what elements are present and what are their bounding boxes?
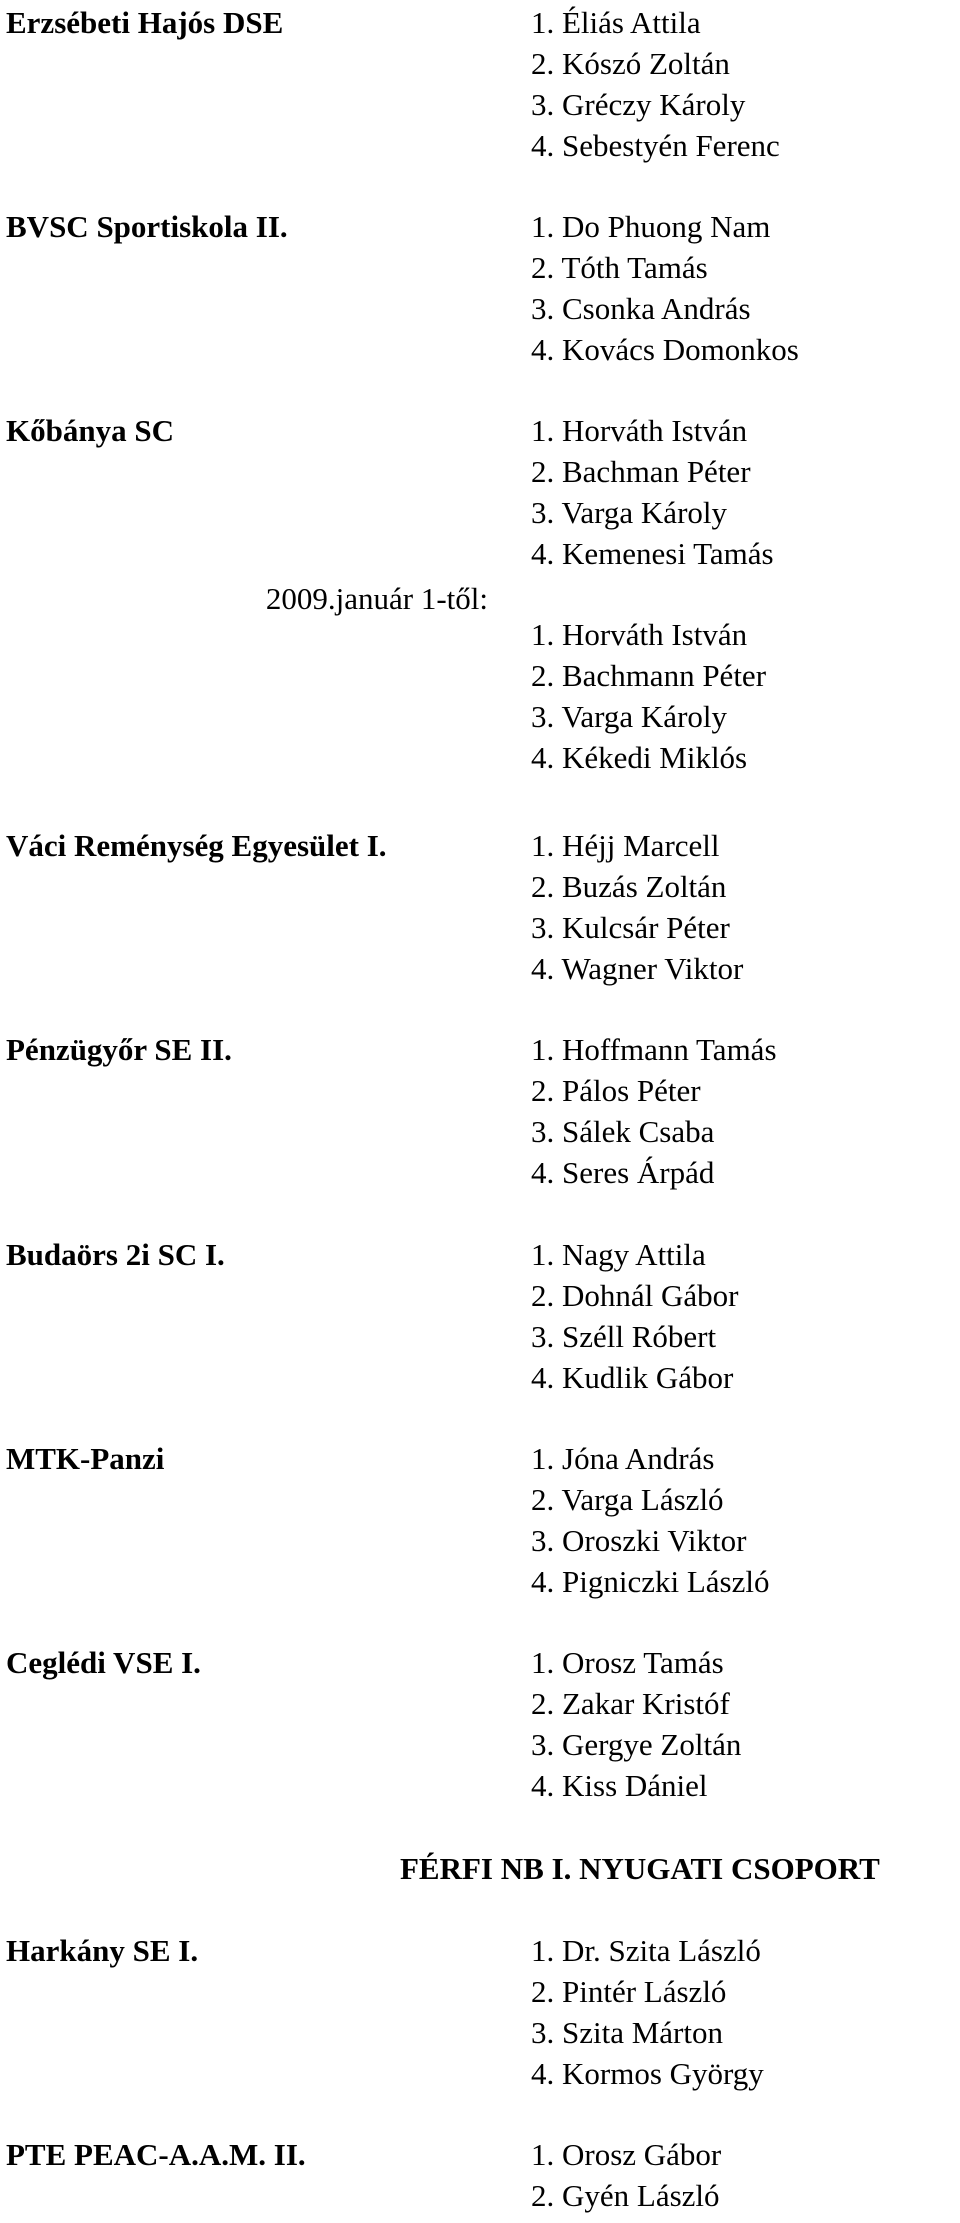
player-entry: 4. Wagner Viktor (531, 951, 744, 986)
team-name: BVSC Sportiskola II. (6, 209, 288, 244)
player-entry: 1. Horváth István (531, 617, 748, 652)
player-entry: 4. Pigniczki László (531, 1564, 770, 1599)
player-entry: 1. Éliás Attila (531, 5, 701, 40)
player-entry: 1. Orosz Gábor (531, 2137, 722, 2172)
player-entry: 2. Tóth Tamás (531, 250, 708, 285)
player-entry: 2. Zakar Kristóf (531, 1686, 730, 1721)
player-entry: 2. Pintér László (531, 1974, 727, 2009)
player-list (531, 206, 799, 370)
team-name: Ceglédi VSE I. (6, 1645, 201, 1680)
player-list (531, 1930, 764, 2094)
player-entry: 3. Gergye Zoltán (531, 1727, 742, 1762)
player-entry: 2. Pálos Péter (531, 1073, 701, 1108)
team-name: Kőbánya SC (6, 413, 174, 448)
team-name: PTE PEAC-A.A.M. II. (6, 2137, 306, 2172)
player-entry: 4. Seres Árpád (531, 1155, 715, 1190)
player-entry: 3. Varga Károly (531, 495, 728, 530)
player-entry: 1. Horváth István (531, 413, 748, 448)
player-entry: 2. Varga László (531, 1482, 724, 1517)
player-entry: 2. Dohnál Gábor (531, 1278, 739, 1313)
player-entry: 3. Gréczy Károly (531, 87, 746, 122)
player-entry: 3. Széll Róbert (531, 1319, 717, 1354)
player-list (531, 2134, 721, 2216)
player-entry: 3. Csonka András (531, 291, 751, 326)
player-entry: 4. Kemenesi Tamás (531, 536, 774, 571)
player-entry: 2. Gyén László (531, 2178, 720, 2213)
player-entry: 4. Kovács Domonkos (531, 332, 799, 367)
player-entry: 1. Jóna András (531, 1441, 715, 1476)
player-list (531, 1029, 777, 1193)
player-entry: 1. Hoffmann Tamás (531, 1032, 777, 1067)
player-entry: 4. Kiss Dániel (531, 1768, 708, 1803)
player-entry: 3. Oroszki Viktor (531, 1523, 747, 1558)
player-entry: 3. Kulcsár Péter (531, 910, 730, 945)
player-entry: 1. Do Phuong Nam (531, 209, 771, 244)
player-entry: 1. Dr. Szita László (531, 1933, 761, 1968)
team-name: Váci Reménység Egyesület I. (6, 828, 387, 863)
player-list (531, 1642, 741, 1806)
section-heading: FÉRFI NB I. NYUGATI CSOPORT (400, 1851, 880, 1886)
player-entry: 4. Kékedi Miklós (531, 740, 748, 775)
player-list (531, 410, 774, 574)
player-entry: 4. Kormos György (531, 2056, 764, 2091)
player-entry: 2. Buzás Zoltán (531, 869, 727, 904)
team-name: MTK-Panzi (6, 1441, 165, 1476)
player-entry: 1. Nagy Attila (531, 1237, 706, 1272)
player-entry: 2. Bachmann Péter (531, 658, 767, 693)
player-entry: 4. Sebestyén Ferenc (531, 128, 780, 163)
date-note: 2009.január 1-től: (265, 581, 488, 616)
player-list (531, 614, 766, 778)
player-entry: 2. Kószó Zoltán (531, 46, 730, 81)
player-list (531, 1234, 738, 1398)
player-entry: 1. Héjj Marcell (531, 828, 720, 863)
player-entry: 3. Sálek Csaba (531, 1114, 715, 1149)
team-name: Pénzügyőr SE II. (6, 1032, 232, 1067)
team-name: Erzsébeti Hajós DSE (6, 5, 284, 40)
player-entry: 1. Orosz Tamás (531, 1645, 724, 1680)
player-list (531, 2, 780, 166)
player-entry: 2. Bachman Péter (531, 454, 751, 489)
player-list (531, 825, 743, 989)
team-name: Budaörs 2i SC I. (6, 1237, 225, 1272)
player-entry: 4. Kudlik Gábor (531, 1360, 734, 1395)
player-list (531, 1438, 769, 1602)
team-name: Harkány SE I. (6, 1933, 199, 1968)
player-entry: 3. Varga Károly (531, 699, 728, 734)
player-entry: 3. Szita Márton (531, 2015, 723, 2050)
